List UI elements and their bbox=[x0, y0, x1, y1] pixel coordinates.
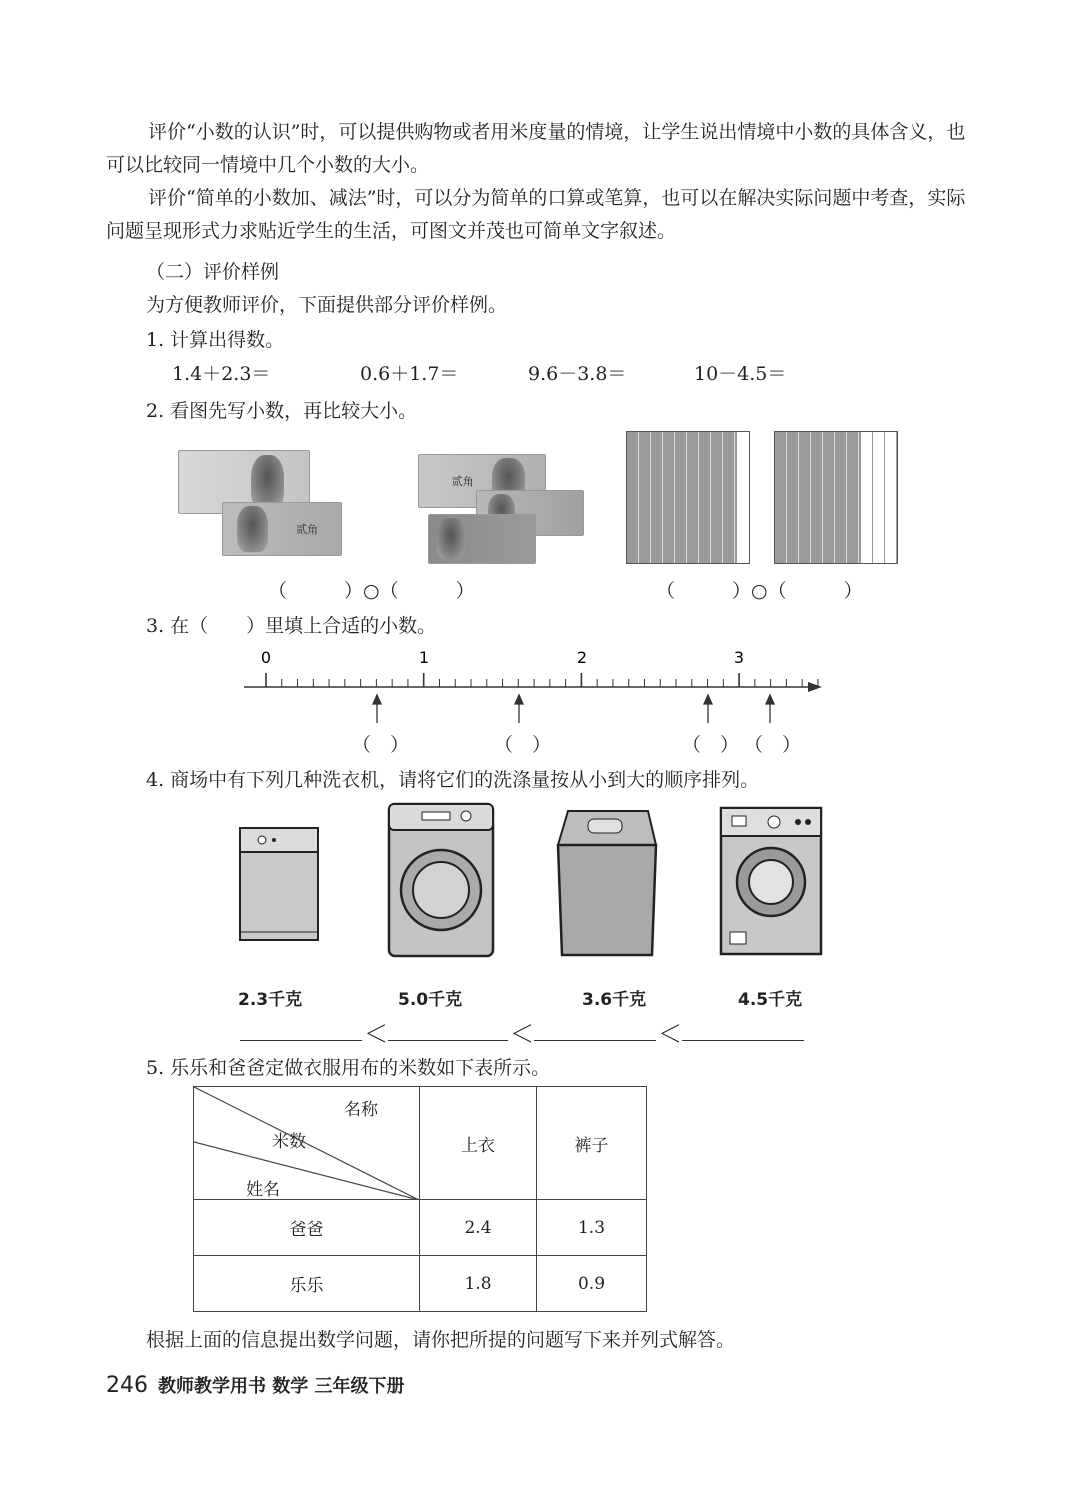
q3-blank: （ ） bbox=[682, 734, 740, 756]
tick-label: 2 bbox=[576, 648, 588, 667]
machine-capacity-label: 4.5千克 bbox=[738, 990, 803, 1010]
number-line-ticks bbox=[266, 673, 818, 687]
q2-compare-money: （ ）○（ ） bbox=[268, 580, 475, 602]
header-col-pants: 裤子 bbox=[537, 1087, 647, 1200]
book-title: 教师教学用书 数学 三年级下册 bbox=[158, 1376, 405, 1397]
row-value: 0.9 bbox=[537, 1256, 647, 1312]
washing-machine-4 bbox=[718, 804, 826, 958]
q1-title: 1. 计算出得数。 bbox=[146, 329, 285, 351]
row-value: 1.8 bbox=[420, 1256, 537, 1312]
banknote-two-jiao: 贰角 bbox=[222, 502, 342, 556]
page-footer bbox=[106, 1372, 405, 1398]
order-blank bbox=[534, 1040, 656, 1041]
washing-machine-3 bbox=[552, 805, 660, 961]
tick-label: 0 bbox=[260, 648, 272, 667]
arrow-right-icon bbox=[808, 682, 822, 692]
row-value: 2.4 bbox=[420, 1200, 537, 1256]
diagonal-header-cell bbox=[194, 1087, 420, 1200]
less-than-sign: ＜ bbox=[658, 1020, 682, 1048]
q2-compare-grid: （ ）○（ ） bbox=[656, 580, 863, 602]
section-title: （二）评价样例 bbox=[146, 261, 280, 283]
row-name: 乐乐 bbox=[194, 1256, 420, 1312]
q1-item: 1.4＋2.3＝ bbox=[172, 363, 271, 385]
less-than-sign: ＜ bbox=[364, 1020, 388, 1048]
header-meters-label: 米数 bbox=[272, 1132, 306, 1152]
q1-item: 0.6＋1.7＝ bbox=[360, 363, 459, 385]
header-name-label: 名称 bbox=[344, 1100, 378, 1120]
banknote-two-jiao: 贰角 bbox=[418, 454, 546, 508]
less-than-sign: ＜ bbox=[510, 1020, 534, 1048]
q1-item: 10－4.5＝ bbox=[694, 363, 787, 385]
machine-capacity-label: 5.0千克 bbox=[398, 990, 463, 1010]
q3-blank: （ ） bbox=[494, 734, 552, 756]
row-name: 爸爸 bbox=[194, 1200, 420, 1256]
q5-instruction: 根据上面的信息提出数学问题，请你把所提的问题写下来并列式解答。 bbox=[146, 1329, 736, 1351]
page-number: 246 bbox=[106, 1373, 148, 1398]
machine-capacity-label: 3.6千克 bbox=[582, 990, 647, 1010]
header-person-label: 姓名 bbox=[246, 1180, 280, 1200]
tick-label: 3 bbox=[733, 648, 745, 667]
decimal-grid-right bbox=[774, 431, 898, 564]
q2-title: 2. 看图先写小数，再比较大小。 bbox=[146, 400, 418, 422]
order-blank bbox=[388, 1040, 508, 1041]
q4-title: 4. 商场中有下列几种洗衣机，请将它们的洗涤量按从小到大的顺序排列。 bbox=[146, 769, 760, 791]
washing-machine-1 bbox=[236, 822, 322, 944]
q1-item: 9.6－3.8＝ bbox=[528, 363, 627, 385]
banknote-one-jiao bbox=[428, 514, 536, 564]
intro-text: 为方便教师评价，下面提供部分评价样例。 bbox=[146, 294, 508, 316]
order-blank bbox=[240, 1040, 362, 1041]
q5-title: 5. 乐乐和爸爸定做衣服用布的米数如下表所示。 bbox=[146, 1057, 551, 1079]
decimal-grid-left bbox=[626, 431, 750, 564]
q3-title: 3. 在（ ）里填上合适的小数。 bbox=[146, 615, 437, 637]
header-col-shirt: 上衣 bbox=[420, 1087, 537, 1200]
fabric-table bbox=[193, 1086, 647, 1312]
q3-blank: （ ） bbox=[744, 734, 802, 756]
order-blank bbox=[682, 1040, 804, 1041]
machine-capacity-label: 2.3千克 bbox=[238, 990, 303, 1010]
tick-label: 1 bbox=[418, 648, 430, 667]
paragraph-2: 评价“简单的小数加、减法”时，可以分为简单的口算或笔算，也可以在解决实际问题中考查，实际问题呈现形式力求贴近学生的生活，可图文并茂也可简单文字叙述。 bbox=[106, 187, 966, 242]
paragraph-1: 评价“小数的认识”时，可以提供购物或者用米度量的情境，让学生说出情境中小数的具体含义，也可以比较同一情境中几个小数的大小。 bbox=[106, 121, 966, 176]
q3-blank: （ ） bbox=[352, 734, 410, 756]
row-value: 1.3 bbox=[537, 1200, 647, 1256]
washing-machine-2 bbox=[386, 800, 498, 962]
